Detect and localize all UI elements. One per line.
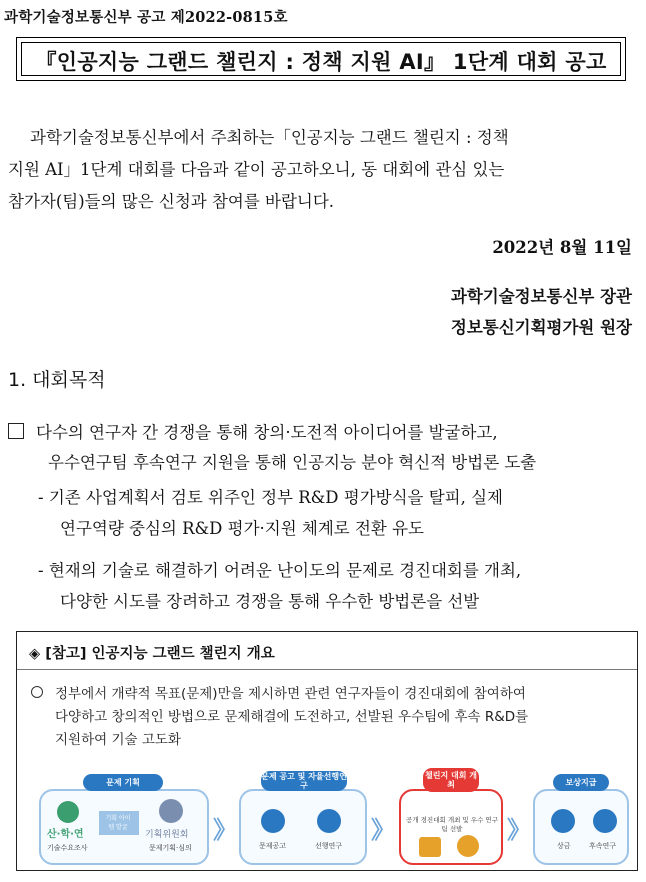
stage-pill: 챌린지 대회 개최 (423, 768, 479, 792)
page-title: 『인공지능 그랜드 챌린지 : 정책 지원 AI』 1단계 대회 공고 (35, 50, 607, 74)
purpose-sub-item (38, 482, 640, 544)
checkbox-bullet-icon (8, 423, 24, 439)
stage-planning (39, 789, 209, 865)
document-icon (261, 809, 285, 833)
intro-line: 참가자(팀)들의 많은 신청과 참여를 바랍니다. (8, 192, 335, 211)
stage-caption: 공개 경진대회 개최 및 우수 연구팀 선발 (406, 816, 498, 833)
followup-icon (593, 809, 617, 833)
reference-header (17, 632, 637, 670)
stage-caption: 상금 (557, 842, 571, 850)
intro-paragraph (8, 122, 640, 218)
purpose-line: 우수연구팀 후속연구 지원을 통해 인공지능 분야 혁신적 방법론 도출 (48, 453, 537, 472)
challenge-process-diagram (39, 771, 629, 864)
stage-reward (533, 789, 629, 865)
sub-line: - 현재의 기술로 해결하기 어려운 난이도의 문제로 경진대회를 개최, (38, 561, 522, 580)
reference-line: 정부에서 개략적 목표(문제)만을 제시하면 관련 연구자들이 경진대회에 참여하여 (55, 686, 526, 702)
stage-challenge (399, 789, 503, 865)
committee-icon (159, 799, 183, 823)
notice-number: 과학기술정보통신부 공고 제2022-0815호 (4, 9, 288, 26)
stage-announcement (239, 789, 367, 865)
stage-caption: 기술수요조사 (47, 844, 88, 852)
stage-caption: 기획위원회 (145, 830, 189, 840)
intro-line: 지원 AI」1단계 대회를 다음과 같이 공고하오니, 동 대회에 관심 있는 (8, 160, 505, 179)
stage-caption: 산·학·연 (47, 829, 84, 840)
reference-heading: ◈ [참고] 인공지능 그랜드 챌린지 개요 (29, 646, 275, 662)
researcher-icon (317, 809, 341, 833)
stage-caption: 선행연구 (315, 842, 343, 850)
notice-date: 2022년 8월 11일 (492, 238, 632, 257)
stage-caption: 후속연구 (589, 842, 617, 850)
circle-bullet-icon (31, 686, 43, 698)
team-icon (419, 837, 441, 857)
intro-line: 과학기술정보통신부에서 주최하는「인공지능 그랜드 챌린지 : 정책 (30, 128, 509, 147)
purpose-sub-item (38, 555, 640, 617)
sub-line: 연구역량 중심의 R&D 평가·지원 체계로 전환 유도 (60, 519, 424, 538)
trophy-icon (457, 835, 479, 857)
prize-icon (551, 809, 575, 833)
sub-line: 다양한 시도를 장려하고 경쟁을 통해 우수한 방법론을 선발 (60, 592, 480, 611)
chevron-right-icon: 》 (213, 816, 237, 844)
purpose-bullet (8, 418, 640, 478)
stage-caption: 문제기획·심의 (149, 844, 192, 852)
chevron-right-icon: 》 (507, 816, 531, 844)
sub-line: - 기존 사업계획서 검토 위주인 정부 R&D 평가방식을 탈피, 실제 (38, 488, 503, 507)
reference-body (31, 683, 621, 752)
reference-line: 지원하여 기술 고도화 (55, 732, 181, 748)
chevron-right-icon: 》 (371, 816, 395, 844)
people-icon (57, 801, 79, 823)
signatory-iitp: 정보통신기획평가원 원장 (450, 318, 632, 337)
stage-pill: 문제 공고 및 자율선행연구 (261, 772, 347, 790)
signatory-minister: 과학기술정보통신부 장관 (450, 287, 632, 306)
section-heading: 1. 대회목적 (8, 369, 106, 391)
title-box (16, 37, 626, 81)
purpose-line: 다수의 연구자 간 경쟁을 통해 창의·도전적 아이디어를 발굴하고, (36, 423, 498, 442)
reference-box (16, 631, 638, 871)
arrow-caption: 기획 아이템 발굴 (105, 815, 131, 831)
stage-pill: 보상지급 (553, 774, 609, 791)
reference-line: 다양하고 창의적인 방법으로 문제해결에 도전하고, 선발된 우수팀에 후속 R&D를 (55, 709, 529, 725)
stage-pill: 문제 기획 (83, 774, 163, 791)
stage-caption: 문제공고 (259, 842, 287, 850)
